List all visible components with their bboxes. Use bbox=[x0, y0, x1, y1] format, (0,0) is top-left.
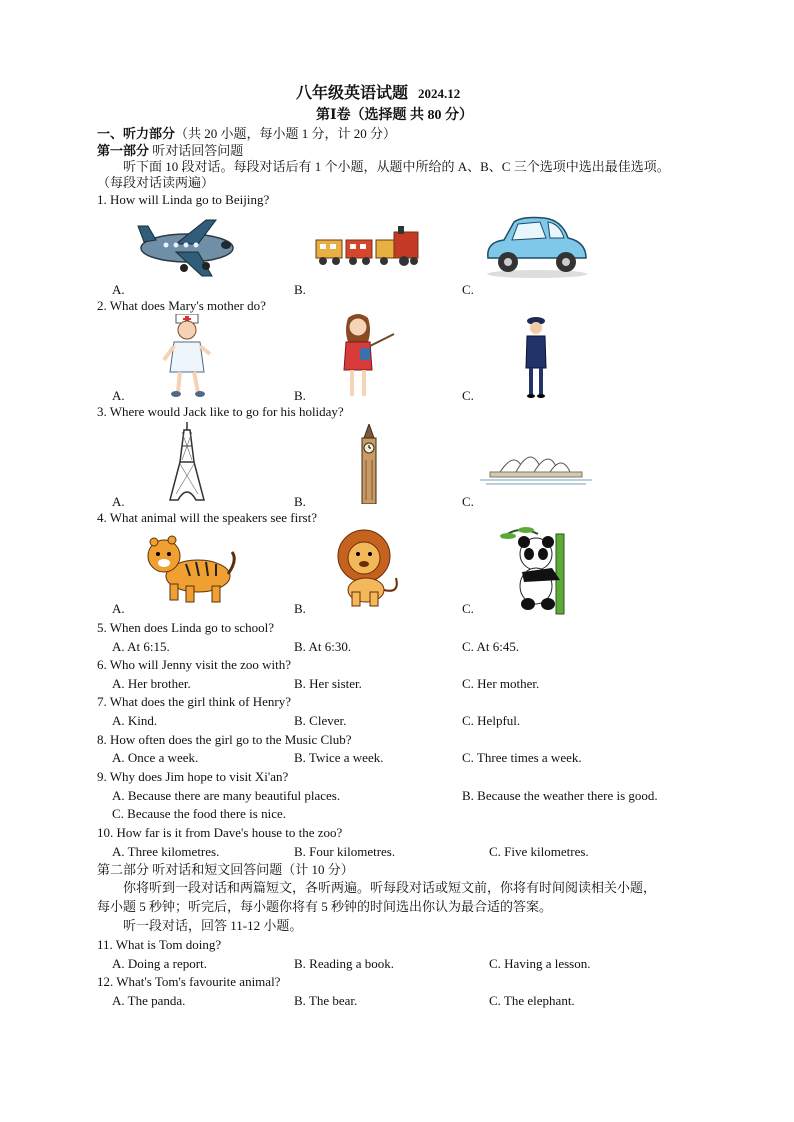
train-icon bbox=[314, 226, 422, 268]
q11-option-a[interactable]: A. Doing a report. bbox=[112, 956, 207, 971]
q5-option-a[interactable]: A. At 6:15. bbox=[112, 639, 170, 654]
big-ben-icon bbox=[356, 424, 382, 504]
section1-heading-rest: （共 20 小题，每小题 1 分，计 20 分） bbox=[175, 126, 397, 141]
q2-option-a[interactable]: A. bbox=[112, 388, 125, 403]
q5-option-c[interactable]: C. At 6:45. bbox=[462, 639, 520, 654]
q7-option-c[interactable]: C. Helpful. bbox=[462, 713, 521, 728]
q2-option-c[interactable]: C. bbox=[462, 388, 474, 403]
title-text: 八年级英语试题 bbox=[296, 85, 409, 102]
section1-heading-bold: 一、听力部分 bbox=[97, 126, 176, 141]
lion-icon bbox=[326, 528, 404, 608]
q4-option-b[interactable]: B. bbox=[294, 601, 306, 616]
part1-instruction: 听下面 10 段对话。每段对话后有 1 个小题，从题中所给的 A、B、C 三个选项中选出最佳选项。 bbox=[123, 159, 670, 174]
part1-heading bbox=[97, 143, 243, 159]
panda-icon bbox=[498, 524, 578, 616]
q6-option-b[interactable]: B. Her sister. bbox=[294, 676, 362, 691]
q11-option-c[interactable]: C. Having a lesson. bbox=[489, 956, 591, 971]
question-9: 9. Why does Jim hope to visit Xi'an? bbox=[97, 769, 289, 784]
q12-option-b[interactable]: B. The bear. bbox=[294, 993, 358, 1008]
nurse-icon bbox=[162, 314, 212, 398]
q8-option-a[interactable]: A. Once a week. bbox=[112, 750, 199, 765]
part1-heading-bold: 第一部分 bbox=[97, 143, 150, 158]
question-1: 1. How will Linda go to Beijing? bbox=[97, 192, 270, 207]
part2-instruction: 你将听到一段对话和两篇短文，各听两遍。听每段对话或短文前，你将有时间阅读相关小题， bbox=[123, 880, 657, 895]
eiffel-tower-icon bbox=[164, 422, 210, 502]
q9-option-b[interactable]: B. Because the weather there is good. bbox=[462, 788, 658, 803]
policewoman-icon bbox=[522, 316, 550, 398]
q2-option-b[interactable]: B. bbox=[294, 388, 306, 403]
q10-option-c[interactable]: C. Five kilometres. bbox=[489, 844, 589, 859]
q8-option-c[interactable]: C. Three times a week. bbox=[462, 750, 582, 765]
part2-sub-instruction: 听一段对话，回答 11-12 小题。 bbox=[123, 918, 303, 933]
question-12: 12. What's Tom's favourite animal? bbox=[97, 974, 281, 989]
teacher-icon bbox=[338, 312, 396, 400]
part2-instruction-cont: 每小题 5 秒钟；听完后，每小题你将有 5 秒钟的时间选出你认为最合适的答案。 bbox=[97, 899, 553, 914]
q4-option-c[interactable]: C. bbox=[462, 601, 474, 616]
question-4: 4. What animal will the speakers see first? bbox=[97, 510, 317, 525]
q5-option-b[interactable]: B. At 6:30. bbox=[294, 639, 352, 654]
q3-option-c[interactable]: C. bbox=[462, 494, 474, 509]
car-icon bbox=[482, 214, 592, 280]
question-6: 6. Who will Jenny visit the zoo with? bbox=[97, 657, 292, 672]
question-7: 7. What does the girl think of Henry? bbox=[97, 694, 291, 709]
q7-option-a[interactable]: A. Kind. bbox=[112, 713, 158, 728]
q1-option-b[interactable]: B. bbox=[294, 282, 306, 297]
question-5: 5. When does Linda go to school? bbox=[97, 620, 275, 635]
question-11: 11. What is Tom doing? bbox=[97, 937, 222, 952]
part1-heading-rest: 听对话回答问题 bbox=[149, 143, 244, 158]
section1-heading bbox=[97, 126, 396, 142]
q1-option-a[interactable]: A. bbox=[112, 282, 125, 297]
q8-option-b[interactable]: B. Twice a week. bbox=[294, 750, 384, 765]
q3-option-a[interactable]: A. bbox=[112, 494, 125, 509]
q6-option-a[interactable]: A. Her brother. bbox=[112, 676, 191, 691]
airplane-icon bbox=[136, 212, 238, 280]
q10-option-a[interactable]: A. Three kilometres. bbox=[112, 844, 220, 859]
q9-option-a[interactable]: A. Because there are many beautiful places. bbox=[112, 788, 341, 803]
page-title bbox=[296, 86, 460, 102]
q3-option-b[interactable]: B. bbox=[294, 494, 306, 509]
q12-option-a[interactable]: A. The panda. bbox=[112, 993, 186, 1008]
q7-option-b[interactable]: B. Clever. bbox=[294, 713, 347, 728]
q9-option-c[interactable]: C. Because the food there is nice. bbox=[112, 806, 286, 821]
q10-option-b[interactable]: B. Four kilometres. bbox=[294, 844, 396, 859]
tiger-icon bbox=[142, 530, 238, 606]
question-2: 2. What does Mary's mother do? bbox=[97, 298, 266, 313]
q6-option-c[interactable]: C. Her mother. bbox=[462, 676, 540, 691]
question-3: 3. Where would Jack like to go for his holiday? bbox=[97, 404, 344, 419]
sydney-opera-house-icon bbox=[480, 438, 592, 488]
part1-instruction-note: （每段对话读两遍） bbox=[97, 175, 215, 190]
q1-option-c[interactable]: C. bbox=[462, 282, 474, 297]
part2-heading: 第二部分 听对话和短文回答问题（计 10 分） bbox=[97, 862, 354, 877]
paper-subtitle: 第Ⅰ卷（选择题 共 80 分） bbox=[316, 108, 474, 123]
title-date: 2024.12 bbox=[418, 86, 461, 101]
q4-option-a[interactable]: A. bbox=[112, 601, 125, 616]
question-8: 8. How often does the girl go to the Music Club? bbox=[97, 732, 352, 747]
question-10: 10. How far is it from Dave's house to the zoo? bbox=[97, 825, 343, 840]
q12-option-c[interactable]: C. The elephant. bbox=[489, 993, 575, 1008]
q11-option-b[interactable]: B. Reading a book. bbox=[294, 956, 395, 971]
